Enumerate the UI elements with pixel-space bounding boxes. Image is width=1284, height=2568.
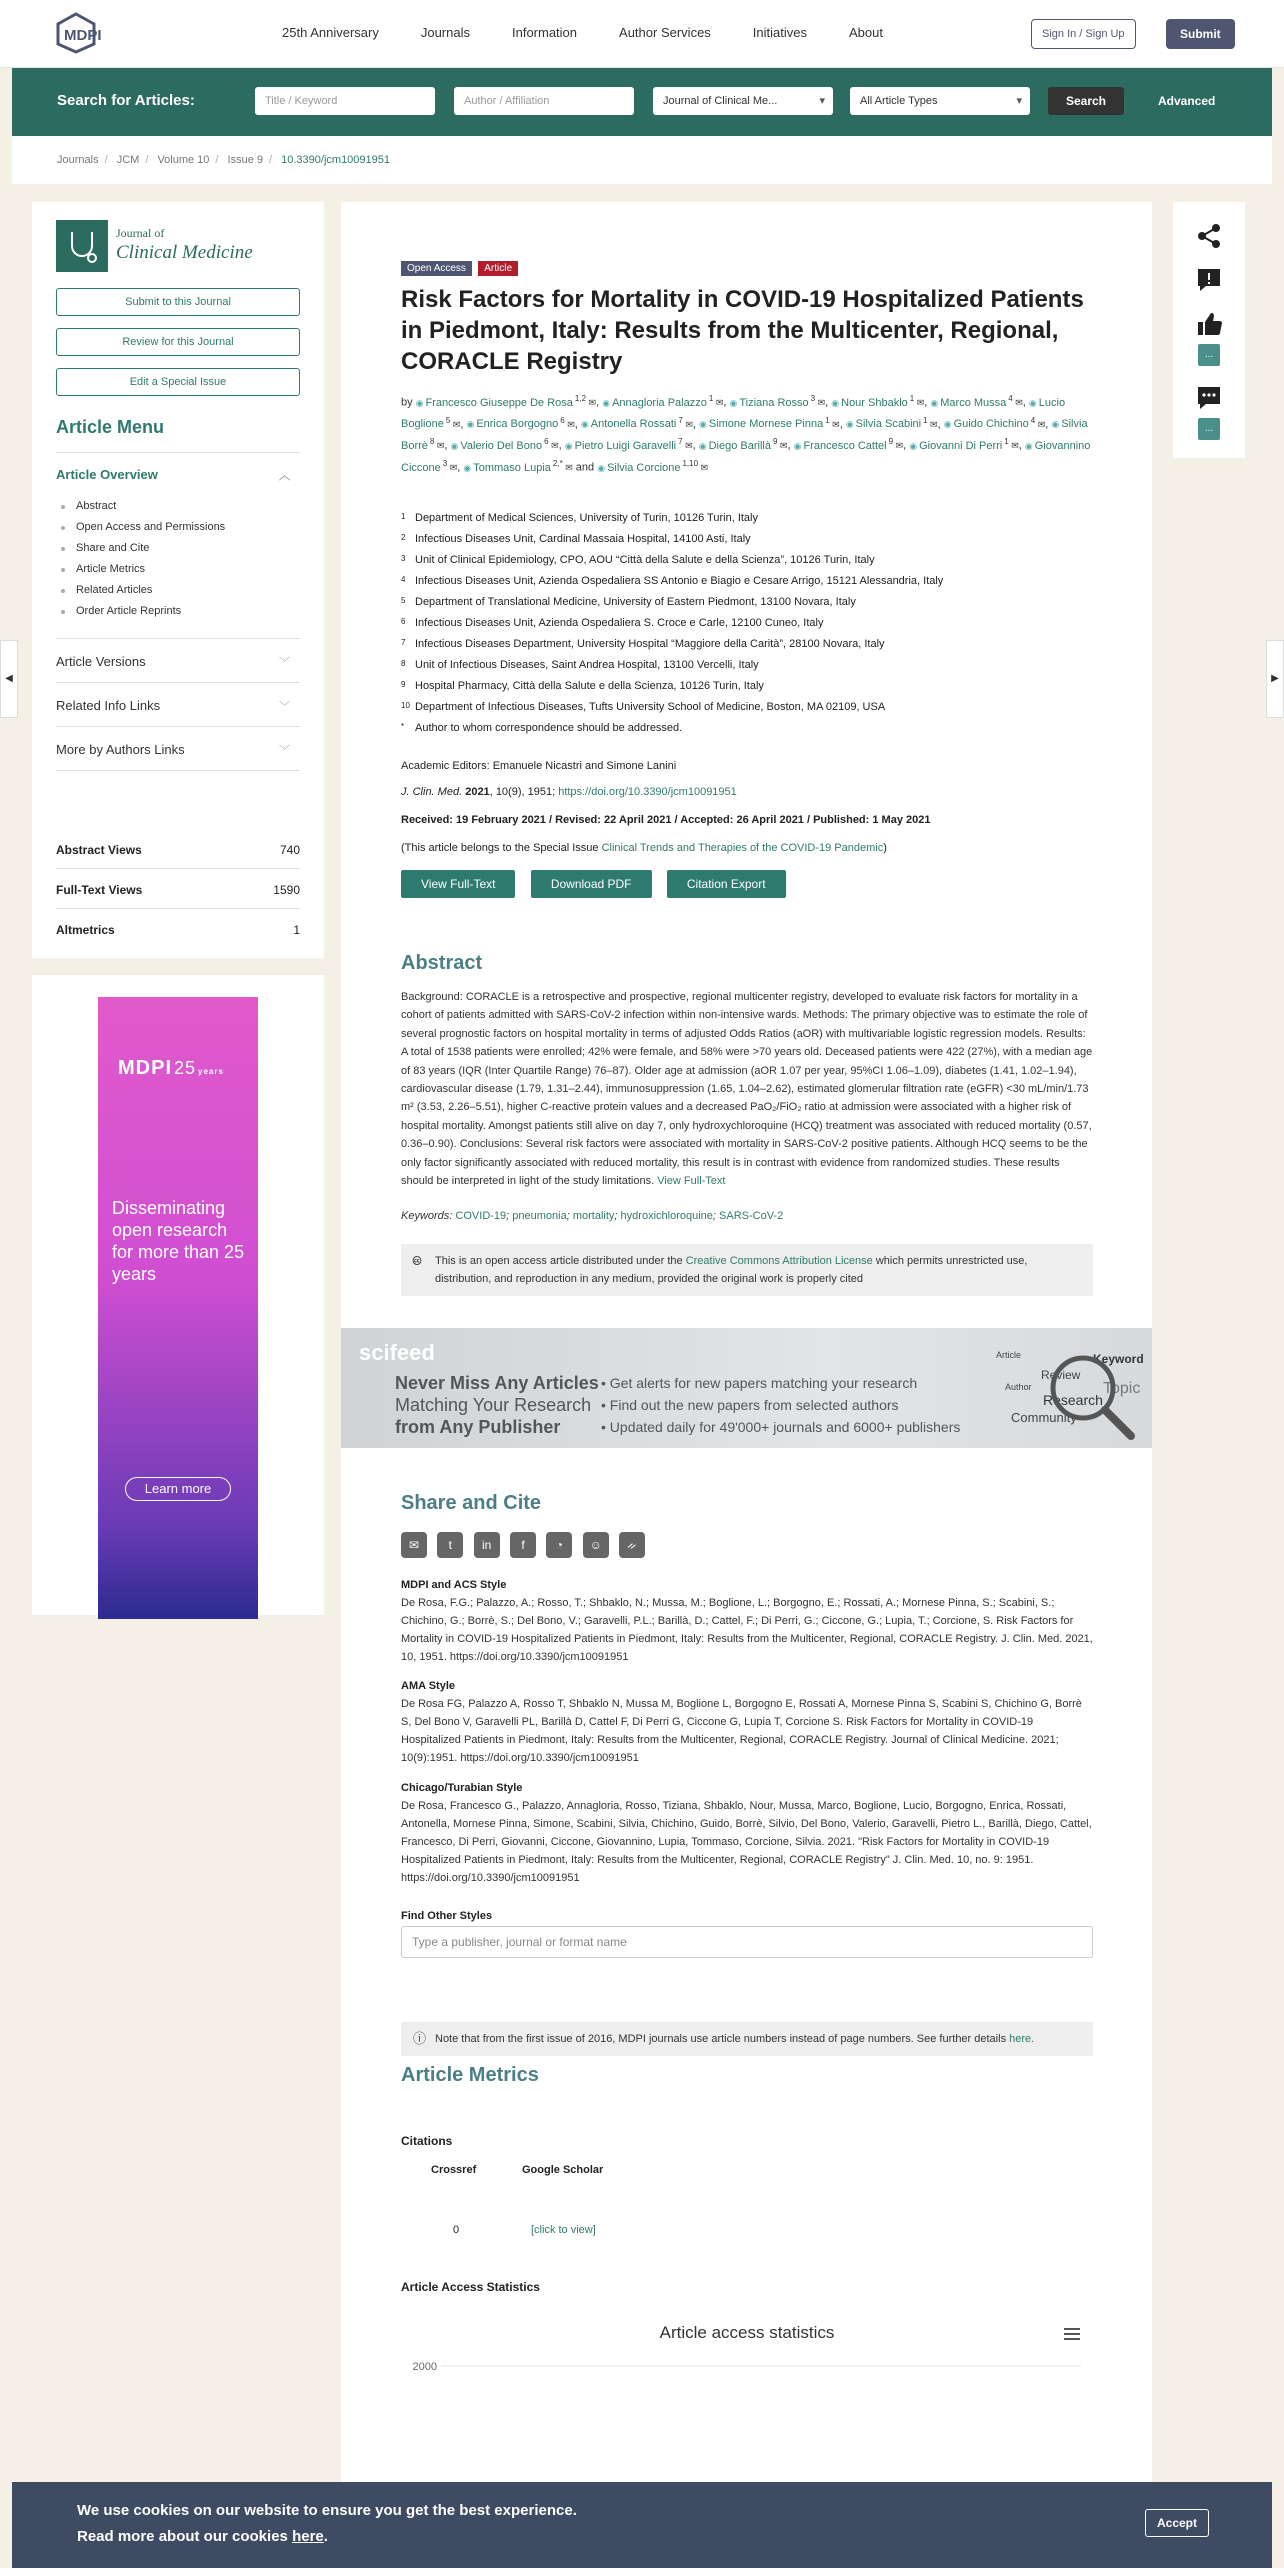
- mail-icon[interactable]: ✉: [1008, 440, 1019, 451]
- keyword-link[interactable]: mortality: [572, 1210, 615, 1222]
- affiliation-item: 9 Hospital Pharmacy, Città della Salute e della Scienza, 10126 Turin, Italy: [401, 680, 764, 692]
- article-dates: Received: 19 February 2021 / Revised: 22 April 2021 / Accepted: 26 April 2021 / Published: 1 May 2021: [401, 814, 931, 826]
- prev-article-arrow-icon[interactable]: ◀: [0, 640, 18, 718]
- keywords: Keywords: COVID-19; pneumonia; mortality; hydroxichloroquine; SARS-CoV-2: [401, 1210, 784, 1222]
- author-link[interactable]: ◉ Francesco Cattel: [794, 440, 887, 452]
- affiliation-item: 10 Department of Infectious Diseases, Tufts University School of Medicine, Boston, MA 02109, USA: [401, 701, 886, 713]
- mail-icon[interactable]: ✉: [698, 462, 709, 473]
- cookie-text: We use cookies on our website to ensure you get the best experience.: [77, 2502, 577, 2519]
- author-link[interactable]: ◉ Tiziana Rosso: [729, 397, 808, 409]
- author-list: by ◉ Francesco Giuseppe De Rosa $^{1,2}$ ✉, ◉ Annagloria Palazzo $^1$ ✉, ◉ Tiziana Rosso $^3$ ✉, ◉ Nour Shbaklo $^1$ ✉, ◉ Marco Mussa $^4$ ✉, ◉ Lucio Boglione $^5$ ✉, ◉ Enrica Borgogno $^6$ ✉, ◉ Antonella Rossati $^7$ ✉, ◉ Simone Mornese Pinna $^1$ ✉, ◉ Silvia Scabini $^1$ ✉, ◉ Guido Chichino $^4$ ✉, ◉ Silvia Borrè $^8$ ✉, ◉ Valerio Del Bono $^6$ ✉, ◉ Pietro Luigi Garavelli $^7$ ✉, ◉ Diego Barillà $^9$ ✉, ◉ Francesco Cattel $^9$ ✉, ◉ Giovanni Di Perri $^1$ ✉, ◉ Giovannino Ciccone $^3$ ✉, ◉ Tommaso Lupia $^{2,*}$ ✉ and ◉ Silvia Corcione $^{1,10}$ ✉: [401, 390, 1093, 477]
- author-link[interactable]: ◉ Silvia Scabini: [846, 418, 921, 430]
- search-bar: [12, 68, 1272, 136]
- mail-icon[interactable]: ✉: [562, 462, 573, 473]
- author-affil-sup: 1,10: [682, 458, 699, 468]
- comment-icon[interactable]: [1195, 384, 1223, 412]
- citation-style-mdpi: MDPI and ACS Style De Rosa, F.G.; Palazzo, A.; Rosso, T.; Shbaklo, N.; Mussa, M.; Boglione, L.; Borgogno, E.; Rossati, A.; Mornese Pinna, S.; Scabini, S.; Chichino, G.; Borrè, S.; Del Bono, V.; Garavelli, P.L.; Barillà, D.; Cattel, F.; Di Perri, G.; Ciccone, G.; Lupia, T.; Corcione, S. Risk Factors for Mortality in COVID-19 Hospitalized Patients in Piedmont, Italy: Results from the Multicenter, Regional, CORACLE Registry. J. Clin. Med. 2021, 10, 1951. https://doi.org/10.3390/jcm10091951: [401, 1579, 1093, 1663]
- author-link[interactable]: ◉ Enrica Borgogno: [466, 418, 558, 430]
- author-affil-sup: 1: [825, 415, 830, 425]
- overview-list: [56, 500, 300, 626]
- mendeley-icon[interactable]: ᨀ: [619, 1532, 645, 1558]
- cookie-here-link[interactable]: here: [292, 2528, 324, 2545]
- author-affil-sup: 1: [1004, 437, 1009, 447]
- affiliation-item: 6 Infectious Diseases Unit, Azienda Ospedaliera S. Croce e Carle, 12100 Cuneo, Italy: [401, 617, 824, 629]
- mail-icon[interactable]: ✉: [447, 462, 458, 473]
- author-link[interactable]: ◉ Pietro Luigi Garavelli: [565, 440, 676, 452]
- nav-author-services[interactable]: Author Services: [619, 25, 711, 40]
- nav-anniversary[interactable]: 25th Anniversary: [282, 25, 379, 40]
- more-by-authors-toggle[interactable]: More by Authors Links ﹀: [56, 742, 290, 757]
- author-link[interactable]: ◉ Guido Chichino: [944, 418, 1029, 430]
- divider: [56, 682, 300, 683]
- mail-icon[interactable]: ✉: [682, 440, 693, 451]
- chart-title: Article access statistics: [659, 2323, 835, 2342]
- scifeed-word: Topic: [1103, 1380, 1141, 1397]
- divider: [56, 452, 300, 453]
- and-label: and: [575, 461, 595, 474]
- author-link[interactable]: ◉ Francesco Giuseppe De Rosa: [416, 397, 573, 409]
- article-metrics-heading: Article Metrics: [401, 2064, 539, 2086]
- mail-icon[interactable]: ✉: [893, 440, 904, 451]
- cookie-more: Read more about our cookies here.: [77, 2528, 328, 2545]
- search-label: Search for Articles:: [57, 92, 195, 109]
- author-link[interactable]: ◉ Giovannino Ciccone: [401, 440, 1090, 474]
- scifeed-word: Author: [1005, 1382, 1032, 1392]
- nav-about[interactable]: About: [849, 25, 883, 40]
- keyword-link[interactable]: COVID-19: [455, 1210, 507, 1222]
- ad-logo: MDPI 25 years: [118, 1057, 224, 1079]
- article-views-panel: [32, 820, 324, 956]
- facebook-icon[interactable]: f: [510, 1532, 536, 1558]
- author-affil-sup: 1,2: [574, 394, 587, 403]
- citation-line: J. Clin. Med. 2021, 10(9), 1951; https://doi.org/10.3390/jcm10091951: [401, 786, 737, 798]
- article-number-note: ⓘ Note that from the first issue of 2016, MDPI journals use article numbers instead of page numbers. See further details here.: [401, 2022, 1093, 2056]
- license-note: 🅭 This is an open access article distributed under the Creative Commons Attribution License which permits unrestricted use, distribution, and reproduction in any medium, provided the original work is properly cited: [401, 1244, 1093, 1296]
- menu-open-access[interactable]: Open Access and Permissions: [56, 521, 300, 542]
- doi-link[interactable]: https://doi.org/10.3390/jcm10091951: [558, 786, 737, 798]
- author-affil-sup: 1: [909, 394, 915, 403]
- journal-logo[interactable]: [56, 220, 296, 274]
- mail-icon[interactable]: ✉: [777, 440, 788, 451]
- divider: [56, 868, 300, 869]
- top-header: [0, 0, 1284, 68]
- author-affil-sup: 4: [1030, 415, 1036, 425]
- scifeed-bullets: • Get alerts for new papers matching your research • Find out the new papers from selected authors • Updated daily for 49'000+ journals and 6000+ publishers: [601, 1375, 961, 1435]
- keyword-link[interactable]: hydroxichloroquine: [620, 1210, 713, 1222]
- author-affil-sup: 1: [923, 415, 928, 425]
- author-link[interactable]: ◉ Tommaso Lupia: [463, 462, 551, 474]
- journal-name-line1: Journal of: [116, 226, 165, 240]
- author-affil-sup: 1: [708, 394, 714, 403]
- scifeed-word: Research: [1043, 1392, 1103, 1408]
- author-affil-sup: 4: [1008, 394, 1013, 403]
- reddit-icon[interactable]: ☺: [583, 1532, 609, 1558]
- cookie-banner: [12, 2482, 1272, 2568]
- article-title: Risk Factors for Mortality in COVID-19 Hospitalized Patients in Piedmont, Italy: Results from the Multicenter, Regional, CORACLE Registry: [401, 286, 1084, 375]
- mail-icon[interactable]: ✉: [450, 419, 461, 430]
- affiliation-item: 5 Department of Translational Medicine, University of Eastern Piedmont, 13100 Novara, Italy: [401, 596, 856, 608]
- mail-icon[interactable]: ✉: [1035, 419, 1046, 430]
- author-link[interactable]: ◉ Giovanni Di Perri: [909, 440, 1002, 452]
- magnifier-icon: [1041, 1346, 1145, 1446]
- further-details-link[interactable]: here.: [1009, 2033, 1035, 2045]
- share-icons: [401, 1532, 1093, 1558]
- y-tick-label: 2000: [412, 2361, 437, 2373]
- accept-cookies-button[interactable]: Accept: [1145, 2509, 1209, 2537]
- special-issue-link[interactable]: Clinical Trends and Therapies of the COVID-19 Pandemic: [601, 842, 884, 854]
- share-cite-heading: Share and Cite: [401, 1492, 542, 1514]
- find-other-styles-label: Find Other Styles: [401, 1910, 493, 1922]
- advanced-search-link[interactable]: Advanced: [1158, 94, 1216, 108]
- article-badges: [401, 260, 1093, 276]
- by-label: by: [401, 396, 413, 409]
- abstract-text: Background: CORACLE is a retrospective and prospective, regional multicenter registry, developed to evaluate risk factors for mortality in a cohort of patients admitted with SARS-CoV-2 infection within non-intensive wards. Methods: The primary objective was to estimate the role of several prognostic factors on hospital mortality in terms of adjusted Odds Ratios (aOR) with multivariable logistic regression models. Results: A total of 1538 patients were enrolled; 42% were female, and 58% were >70 years old. Deceased patients were 422 (27%), with a median age of 83 years (IQR (Inter Quartile Range) 76–87). Older age at admission (aOR 1.07 per year, 95%CI 1.06–1.09), diabetes (1.41, 1.02–1.94), cardiovascular disease (1.79, 1.31–2.44), immunosuppression (1.65, 1.04–2.62), estimated glomerular filtration rate (eGFR) <30 mL/min/1.73 m² (3.53, 2.26–5.51), higher C-reactive protein values and a decreased PaO₂/FiO₂ ratio at admission were associated with a higher risk of hospital mortality. Amongst patients still alive on day 7, only hydroxychloroquine (HCQ) treatment was associated with reduced mortality (0.57, 0.36–0.90). Conclusions: Several risk factors were associated with mortality in SARS-CoV-2 positive patients. Although HCQ seems to be the only factor significantly associated with reduced mortality, this result is in contrast with evidence from randomized studies. These results should be interpreted in light of the study limitations. View Full-Text: [401, 991, 1093, 1188]
- ad-text: Disseminating open research for more than 25 years: [112, 1198, 245, 1284]
- main-nav: [282, 25, 925, 40]
- stethoscope-icon: [56, 220, 108, 272]
- mdpi-anniversary-ad[interactable]: [98, 997, 258, 1619]
- chevron-down-icon: ﹀: [279, 745, 290, 757]
- crumb-jcm[interactable]: JCM: [116, 154, 140, 166]
- author-affil-sup: 6: [544, 437, 549, 447]
- scifeed-banner[interactable]: [341, 1328, 1152, 1448]
- chevron-up-icon: ︿: [279, 470, 290, 482]
- divider: [56, 770, 300, 771]
- license-link[interactable]: Creative Commons Attribution License: [685, 1255, 873, 1267]
- breadcrumb: Journals / JCM / Volume 10 / Issue 9 / 10.3390/jcm10091951: [57, 154, 391, 166]
- divider: [56, 726, 300, 727]
- share-toolbar: [1173, 202, 1245, 458]
- author-affil-sup: 3: [810, 394, 816, 403]
- affiliation-item: 1 Department of Medical Sciences, University of Turin, 10126 Turin, Italy: [401, 512, 758, 524]
- search-button[interactable]: Search: [1048, 87, 1124, 115]
- abstract-heading: Abstract: [401, 952, 483, 974]
- nav-information[interactable]: Information: [511, 25, 578, 40]
- crumb-issue[interactable]: Issue 9: [227, 154, 264, 166]
- divider: [56, 908, 300, 909]
- menu-order-reprints[interactable]: Order Article Reprints: [56, 605, 300, 626]
- crumb-journals[interactable]: Journals: [57, 154, 99, 166]
- author-affiliation-input[interactable]: Author / Affiliation: [454, 87, 634, 115]
- creative-commons-icon: 🅭: [413, 1253, 421, 1268]
- affiliation-item: 3 Unit of Clinical Epidemiology, CPO, AOU “Città della Salute e della Scienza”, 10126 Turin, Italy: [401, 554, 875, 566]
- scholar-link[interactable]: [click to view]: [531, 2224, 596, 2236]
- crumb-volume[interactable]: Volume 10: [157, 154, 210, 166]
- title-keyword-input[interactable]: Title / Keyword: [255, 87, 435, 115]
- affiliation-item: 8 Unit of Infectious Diseases, Saint Andrea Hospital, 13100 Vercelli, Italy: [401, 659, 759, 671]
- mail-icon[interactable]: ✉: [564, 419, 575, 430]
- mail-icon[interactable]: ✉: [586, 397, 597, 408]
- author-link[interactable]: ◉ Valerio Del Bono: [451, 440, 543, 452]
- author-link[interactable]: ◉ Simone Mornese Pinna: [699, 418, 823, 430]
- ad-learn-more-button[interactable]: Learn more: [125, 1477, 231, 1501]
- mail-icon[interactable]: ✉: [434, 440, 445, 451]
- author-affil-sup: 7: [678, 415, 683, 425]
- scifeed-headline: Never Miss Any Articles Matching Your Research from Any Publisher: [395, 1373, 599, 1437]
- nav-journals[interactable]: Journals: [420, 25, 470, 40]
- review-for-journal-button[interactable]: Review for this Journal: [56, 328, 300, 356]
- thumbs-up-icon[interactable]: [1195, 310, 1223, 338]
- author-affil-sup: 3: [442, 458, 448, 468]
- download-pdf-button[interactable]: Download PDF: [531, 870, 652, 898]
- author-affil-sup: 5: [445, 415, 451, 425]
- scifeed-word: Community: [1011, 1410, 1077, 1425]
- affiliation-item: * Author to whom correspondence should be addressed.: [401, 722, 683, 734]
- affiliation-item: 4 Infectious Diseases Unit, Azienda Ospedaliera SS Antonio e Biagio e Cesare Arrigo, 15121 Alessandria, Italy: [401, 575, 944, 587]
- author-affil-sup: 9: [888, 437, 894, 447]
- more-icon[interactable]: ...: [1198, 418, 1220, 440]
- chart-menu-icon[interactable]: [1064, 2328, 1080, 2340]
- divider: [56, 638, 300, 639]
- scifeed-word: Keyword: [1093, 1352, 1144, 1366]
- journal-select[interactable]: Journal of Clinical Me... ▾: [653, 87, 833, 115]
- article-type-select[interactable]: All Article Types ▾: [850, 87, 1030, 115]
- mail-icon[interactable]: ✉: [1012, 397, 1023, 408]
- citation-style-ama: AMA Style De Rosa FG, Palazzo A, Rosso T, Shbaklo N, Mussa M, Boglione L, Borgogno E, Rossati A, Mornese Pinna S, Scabini S, Chichino G, Borrè S, Del Bono V, Garavelli PL, Barillà D, Cattel F, Di Perri G, Ciccone G, Lupia T, Corcione S. Risk Factors for Mortality in COVID-19 Hospitalized Patients in Piedmont, Italy: Results from the Multicenter, Regional, CORACLE Registry. Journal of Clinical Medicine. 2021; 10(9):1951. https://doi.org/10.3390/jcm10091951: [401, 1680, 1082, 1764]
- author-affil-sup: 9: [772, 437, 778, 447]
- feedback-icon[interactable]: [1195, 266, 1223, 294]
- author-link[interactable]: ◉ Nour Shbaklo: [831, 397, 908, 409]
- sign-in-button[interactable]: Sign In / Sign Up: [1031, 19, 1136, 49]
- author-link[interactable]: ◉ Annagloria Palazzo: [602, 397, 707, 409]
- menu-related-articles[interactable]: Related Articles: [56, 584, 300, 605]
- email-icon[interactable]: ✉: [401, 1532, 427, 1558]
- mail-icon[interactable]: ✉: [829, 419, 840, 430]
- author-affil-sup: 6: [560, 415, 565, 425]
- article-versions-toggle[interactable]: Article Versions ﹀: [56, 654, 290, 669]
- mail-icon[interactable]: ✉: [682, 419, 693, 430]
- more-icon[interactable]: ...: [1198, 344, 1220, 366]
- scholar-header: Google Scholar: [522, 2164, 604, 2176]
- linkedin-icon[interactable]: in: [474, 1532, 500, 1558]
- chevron-down-icon: ﹀: [279, 657, 290, 669]
- wechat-icon[interactable]: ◔: [546, 1532, 572, 1558]
- abstract-views: Abstract Views 740: [56, 843, 300, 857]
- info-icon: ⓘ: [413, 2031, 427, 2046]
- submit-to-journal-button[interactable]: Submit to this Journal: [56, 288, 300, 316]
- twitter-icon[interactable]: t: [437, 1532, 463, 1558]
- keyword-link[interactable]: SARS-CoV-2: [719, 1210, 784, 1222]
- citation-style-search-input[interactable]: Type a publisher, journal or format name: [401, 1926, 1093, 1958]
- breadcrumb-bar: [12, 136, 1272, 184]
- author-link[interactable]: ◉ Diego Barillà: [699, 440, 771, 452]
- crossref-count: 0: [453, 2224, 460, 2236]
- citation-export-button[interactable]: Citation Export: [667, 870, 786, 898]
- author-link[interactable]: ◉ Silvia Borrè: [401, 418, 1088, 452]
- scifeed-logo: scifeed: [359, 1340, 435, 1365]
- view-full-text-button[interactable]: View Full-Text: [401, 870, 515, 898]
- access-stats-label: Article Access Statistics: [401, 2280, 540, 2294]
- citations-label: Citations: [401, 2134, 453, 2148]
- mail-icon[interactable]: ✉: [815, 397, 826, 408]
- author-link[interactable]: ◉ Lucio Boglione: [401, 397, 1065, 431]
- mdpi-logo[interactable]: [56, 12, 122, 54]
- open-access-badge: Open Access: [401, 261, 472, 276]
- chevron-down-icon: ﹀: [279, 701, 290, 713]
- mail-icon[interactable]: ✉: [914, 397, 925, 408]
- scifeed-word: Article: [996, 1350, 1022, 1360]
- author-link[interactable]: ◉ Antonella Rossati: [581, 418, 676, 430]
- author-affil-sup: 8: [429, 437, 435, 447]
- crumb-doi[interactable]: 10.3390/jcm10091951: [281, 154, 391, 166]
- ad-panel: [32, 975, 324, 1615]
- mail-icon[interactable]: ✉: [927, 419, 938, 430]
- author-affil-sup: 2,*: [552, 458, 563, 468]
- author-link[interactable]: ◉ Silvia Corcione: [597, 462, 680, 474]
- menu-abstract[interactable]: Abstract: [56, 500, 300, 521]
- special-issue-note: (This article belongs to the Special Issue Clinical Trends and Therapies of the COVID-19 Pandemic): [401, 842, 887, 854]
- altmetrics[interactable]: Altmetrics 1: [56, 923, 300, 937]
- author-link[interactable]: ◉ Marco Mussa: [930, 397, 1006, 409]
- affiliations-list: [401, 508, 1093, 739]
- nav-initiatives[interactable]: Initiatives: [752, 25, 807, 40]
- academic-editors: Academic Editors: Emanuele Nicastri and Simone Lanini: [401, 760, 677, 772]
- article-menu-title: Article Menu: [56, 417, 165, 437]
- article-overview-toggle[interactable]: Article Overview ︿: [56, 467, 290, 482]
- crossref-header: Crossref: [431, 2164, 477, 2176]
- next-article-arrow-icon[interactable]: ▶: [1266, 640, 1284, 718]
- view-full-text-link[interactable]: View Full-Text: [657, 1175, 726, 1188]
- article-actions: [401, 870, 1093, 898]
- svg-text:MDPI: MDPI: [64, 27, 102, 44]
- affiliation-item: 2 Infectious Diseases Unit, Cardinal Massaia Hospital, 14100 Asti, Italy: [401, 533, 751, 545]
- full-text-views: Full-Text Views 1590: [56, 883, 300, 897]
- submit-button[interactable]: Submit: [1166, 19, 1235, 49]
- share-icon[interactable]: [1195, 222, 1223, 250]
- mail-icon[interactable]: ✉: [713, 397, 724, 408]
- author-affil-sup: 7: [678, 437, 683, 447]
- journal-name-line2: Clinical Medicine: [116, 242, 253, 263]
- edit-special-issue-button[interactable]: Edit a Special Issue: [56, 368, 300, 396]
- related-info-toggle[interactable]: Related Info Links ﹀: [56, 698, 290, 713]
- article-type-badge: Article: [478, 261, 518, 276]
- affiliation-item: 7 Infectious Diseases Department, University Hospital “Maggiore della Carità”, 28100 Novara, Italy: [401, 638, 885, 650]
- keyword-link[interactable]: pneumonia: [512, 1210, 567, 1222]
- citation-style-chicago: Chicago/Turabian Style De Rosa, Francesco G., Palazzo, Annagloria, Rosso, Tiziana, Shbaklo, Nour, Mussa, Marco, Boglione, Lucio, Borgogno, Enrica, Rossati, Antonella, Mornese Pinna, Simone, Scabini, Silvia, Chichino, Guido, Borrè, Silvio, Del Bono, Valerio, Garavelli, Pietro L., Barillà, Diego, Cattel, Francesco, Di Perri, Giovanni, Ciccone, Giovannino, Lupia, Tommaso, Corcione, Silvia. 2021. "Risk Factors for Mortality in COVID-19 Hospitalized Patients in Piedmont, Italy: Results from the Multicenter, Regional, CORACLE Registry" J. Clin. Med. 10, no. 9: 1951. https://doi.org/10.3390/jcm10091951: [401, 1782, 1092, 1884]
- menu-share-cite[interactable]: Share and Cite: [56, 542, 300, 563]
- mail-icon[interactable]: ✉: [548, 440, 559, 451]
- menu-article-metrics[interactable]: Article Metrics: [56, 563, 300, 584]
- article-main: [341, 202, 1152, 2568]
- scifeed-word: Review: [1041, 1368, 1081, 1382]
